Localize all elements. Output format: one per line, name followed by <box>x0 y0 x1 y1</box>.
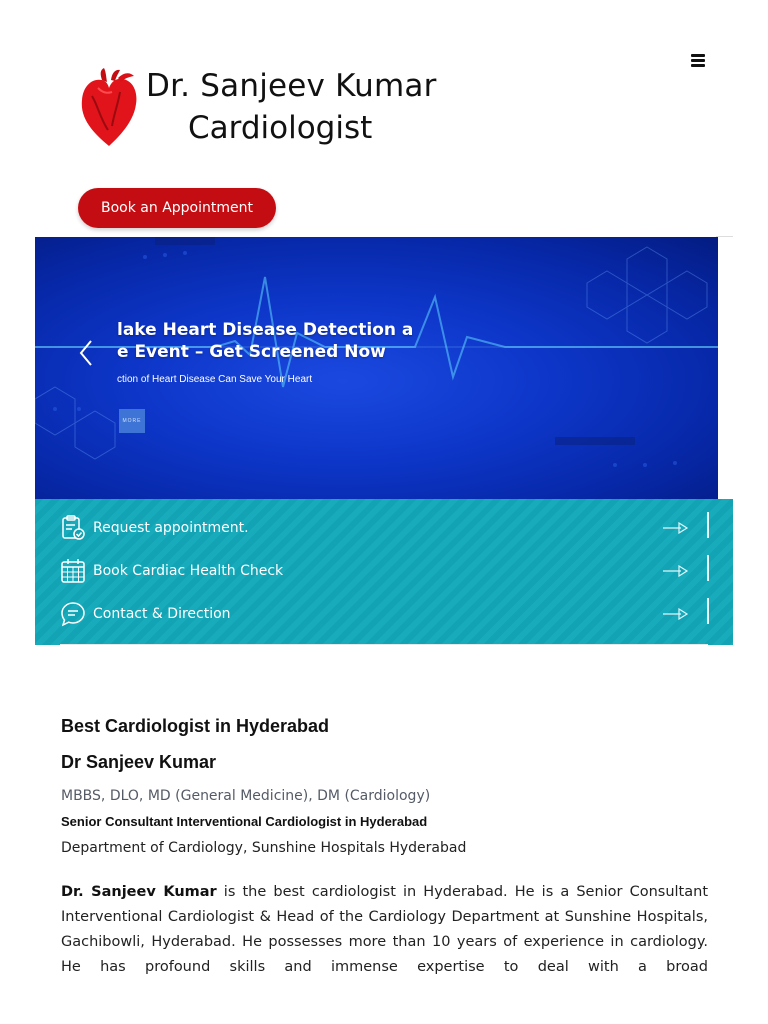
doctor-name: Dr Sanjeev Kumar <box>61 752 217 772</box>
hero-heading: lake Heart Disease Detection a e Event – Get Screened Now <box>117 320 414 362</box>
clipboard-check-icon <box>59 514 87 542</box>
site-header <box>0 0 768 236</box>
quick-link-label: Contact & Direction <box>93 606 231 622</box>
divider <box>60 644 708 645</box>
page-title: Best Cardiologist in Hyderabad <box>61 716 330 736</box>
arrow-right-icon <box>663 608 689 620</box>
hero-more-button[interactable]: MORE <box>119 409 145 433</box>
doctor-qualifications: MBBS, DLO, MD (General Medicine), DM (Cardiology) <box>61 788 431 804</box>
divider <box>707 555 709 581</box>
intro-text: is the best cardiologist in Hyderabad. He is a Senior Consultant Interventional Cardiologist & Head of the Cardiology Department at Sunshine Hospitals, Gachibowli, Hyderabad. He possesses more than 10 years of experience in cardiology. He has profound skills and immense expertise to deal with a broad <box>61 884 709 975</box>
doctor-department: Department of Cardiology, Sunshine Hospitals Hyderabad <box>61 840 467 856</box>
quick-link-request-appointment[interactable] <box>35 506 733 549</box>
chat-bubble-icon <box>59 600 87 628</box>
divider <box>716 236 733 237</box>
quick-link-label: Request appointment. <box>93 520 249 536</box>
heart-icon <box>78 66 140 148</box>
book-appointment-button[interactable]: Book an Appointment <box>78 188 276 228</box>
site-logo[interactable] <box>78 66 458 150</box>
intro-paragraph <box>61 880 708 980</box>
doctor-role: Senior Consultant Interventional Cardiologist in Hyderabad <box>61 814 428 829</box>
intro-bold-name: Dr. Sanjeev Kumar <box>61 884 217 900</box>
logo-title: Cardiologist <box>188 110 373 146</box>
calendar-grid-icon <box>59 557 87 585</box>
quick-links-panel <box>35 499 733 645</box>
hero-slider <box>35 237 718 499</box>
divider <box>707 512 709 538</box>
quick-link-label: Book Cardiac Health Check <box>93 563 284 579</box>
arrow-right-icon <box>663 565 689 577</box>
logo-name: Dr. Sanjeev Kumar <box>146 68 437 104</box>
heartbeat-decoration <box>35 237 718 499</box>
chevron-left-icon[interactable] <box>75 337 99 369</box>
arrow-right-icon <box>663 522 689 534</box>
divider <box>707 598 709 624</box>
hamburger-menu-icon[interactable] <box>686 52 710 72</box>
quick-link-contact-direction[interactable] <box>35 592 733 635</box>
quick-link-health-check[interactable] <box>35 549 733 592</box>
hero-subheading: ction of Heart Disease Can Save Your Heart <box>117 374 313 385</box>
